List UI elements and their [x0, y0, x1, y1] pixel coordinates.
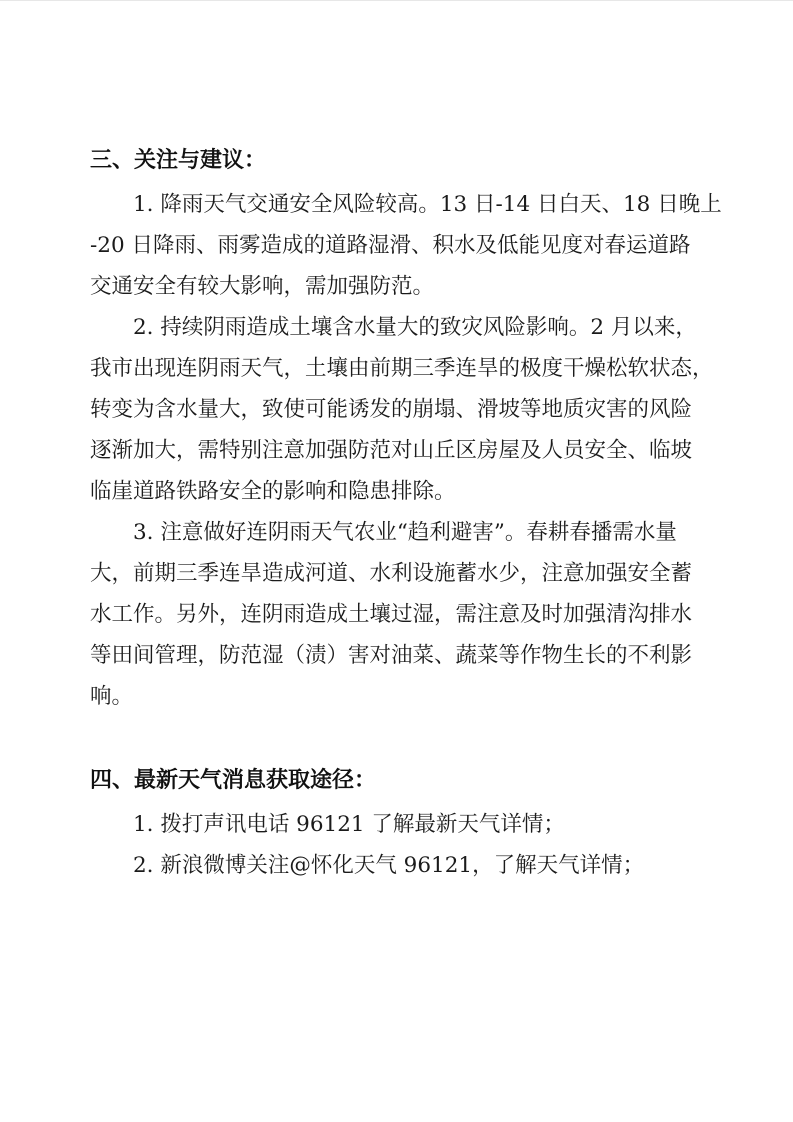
section-heading: 三、关注与建议：: [90, 147, 267, 173]
text-line: 大，前期三季连旱造成河道、水利设施蓄水少，注意加强安全蓄: [90, 561, 693, 586]
text-line: 等田间管理，防范湿（渍）害对油菜、蔬菜等作物生长的不利影: [90, 643, 693, 668]
paragraph: [90, 184, 722, 307]
section-heading: 四、最新天气消息获取途径：: [90, 767, 377, 793]
text-line: 2. 持续阴雨造成土壤含水量大的致灾风险影响。2 月以来，: [133, 315, 697, 340]
text-line: 我市出现连阴雨天气，土壤由前期三季连旱的极度干燥松软状态，: [90, 356, 714, 381]
list-item: 2. 新浪微博关注@怀化天气 96121，了解天气详情；: [133, 853, 645, 878]
text-line: -20 日降雨、雨雾造成的道路湿滑、积水及低能见度对春运道路: [90, 233, 691, 258]
text-line: 逐渐加大，需特别注意加强防范对山丘区房屋及人员安全、临坡: [90, 438, 693, 463]
section-attention-suggestions: [90, 140, 722, 717]
text-line: 转变为含水量大，致使可能诱发的崩塌、滑坡等地质灾害的风险: [90, 397, 693, 422]
text-line: 交通安全有较大影响，需加强防范。: [90, 274, 435, 299]
text-line: 响。: [90, 684, 134, 709]
section-weather-info-channels: [90, 760, 718, 886]
text-line: 1. 降雨天气交通安全风险较高。13 日-14 日白天、18 日晚上: [133, 192, 722, 217]
text-line: 3. 注意做好连阴雨天气农业“趋利避害”。春耕春播需水量: [133, 520, 677, 545]
text-line: 水工作。另外，连阴雨造成土壤过湿，需注意及时加强清沟排水: [90, 602, 693, 627]
list-item: 1. 拨打声讯电话 96121 了解最新天气详情；: [133, 812, 565, 837]
paragraph: [90, 512, 718, 717]
text-line: 临崖道路铁路安全的影响和隐患排除。: [90, 479, 456, 504]
paragraph: [90, 307, 718, 512]
